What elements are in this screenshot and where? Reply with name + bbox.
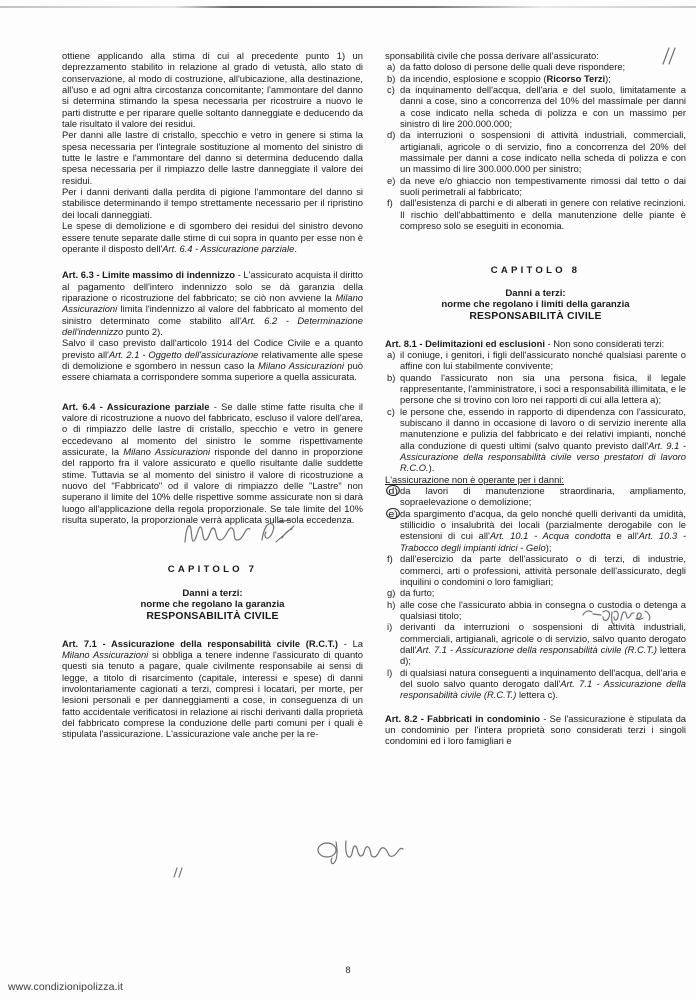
list-marker: c) (387, 405, 395, 417)
underlined-statement: L'assicurazione non è operante per i danni: (385, 473, 564, 485)
list-marker: f) (387, 197, 393, 209)
article-body: Non sono considerati terzi: (553, 337, 665, 349)
paragraph-text: Per i danni derivanti dalla perdita di pigione l'ammontare del danno si stabilisce determinando il tempo strettamente necessario per il ripristino dei locali danneggiati. (62, 186, 363, 220)
article-body: relativamente alle spese di demolizione e sgombero in nessun caso la (62, 348, 363, 371)
left-column (62, 50, 363, 950)
list-marker: g) (387, 587, 396, 599)
article-body: Se dalle stime fatte risulta che il valore di ricostruzione a nuovo del fabbricato, escluso il valore dell'area, o di rimpiazzo delle lastre di cristallo, specchio e vetro in genere eccedevano al momento del sinistro le somme rispettivamente assicurate, la (62, 400, 363, 457)
article-number-8-2: Art. 8.2 - Fabbricati in condominio (385, 712, 540, 724)
list-item (385, 73, 686, 84)
list-marker-circled-d: d) (385, 485, 400, 508)
company-name: Milano Assicurazioni (258, 359, 344, 371)
list-text: da interruzioni o sospensioni di attività industriali, commerciali, artigianali, agricole o di servizio, fino a concorrenza del 20% del massimale per danni a cose indicato nella scheda di polizza e con un massimo di lire 300.000.000 per sinistro; (400, 129, 686, 175)
cross-reference-art-101: Art. 10.1 - Acqua condotta (489, 530, 611, 542)
handwritten-tick-art71 (172, 866, 186, 880)
list-marker: f) (387, 553, 393, 565)
list-text: alle cose che l'assicurato abbia in consegna o custodia o detenga a qualsiasi titolo; (400, 598, 686, 621)
list-text-part: da incendio, esplosione e scoppio ( (400, 72, 547, 84)
list-item (385, 349, 686, 372)
heading-line-1: Danni a terzi: (505, 287, 566, 299)
article-6-3-second-para (62, 337, 363, 382)
list-marker: a) (387, 61, 396, 73)
right-column (385, 50, 686, 950)
term-ricorso-terzi: Ricorso Terzi (546, 72, 606, 84)
heading-line-2: norme che regolano la garanzia (140, 599, 285, 611)
article-number-6-4: Art. 6.4 - Assicurazione parziale (62, 400, 210, 412)
list-text-part: ); (545, 541, 552, 553)
list-item (385, 84, 686, 129)
cross-reference-art-103: Art. 10.3 - Trabocco degli impianti idrici - Gelo (400, 530, 687, 553)
article-body: risponde del danno in proporzione del rapporto fra il valore assicurato e quello risultante dalle suddette stime. Tuttavia se al momento del sinistro il valore di ricostruzione a nuovo del "Fabbricato" od il valore di rimpiazzo delle "Lastre" non superano il limite del 10% delle rispettive somme assicurate non si darà luogo all'applicazione della regola proporzionale. Se tale limite del 10% risulta superato, la proporzionale verrà applicata sulla sola eccedenza. (62, 446, 363, 526)
list-text (400, 73, 686, 84)
list-text: da neve e/o ghiaccio non tempestivamente rimossi dal tetto o dai suoli perimetrali al fabbricato; (400, 174, 686, 198)
list-rct-coverages (385, 61, 686, 231)
list-text-part: da spargimento d'acqua, da gelo nonché quelli derivanti da umidità, stillicidio o insalubrità dei locali (parzialmente derogabile con le estensioni di cui all' (400, 507, 686, 542)
paragraph-text: sponsabilità civile che possa derivare all'assicurato: (385, 50, 599, 61)
article-body: si obbliga a tenere indenne l'assicurato di quanto questi sia tenuto a pagare, quale civilmente responsabile ai sensi di legge, a titolo di risarcimento (capitale, interessi e spese) di danni involontariamente cagionati a terzi, compresi i locatari, per morte, per lesioni personali e per danneggiamenti a cose, in conseguenza di un fatto accidentale verificatosi in relazione ai rischi derivanti dalla proprietà del fabbricato comprese la conduzione delle parti comuni per i quali è stipulata l'assicurazione. L'assicurazione vale anche per la re- (62, 648, 363, 740)
list-item (385, 621, 686, 666)
article-body: La (352, 637, 363, 649)
paragraph-lastre (62, 129, 363, 186)
chapter-7-label: CAPITOLO 7 (167, 564, 258, 576)
list-text: da furto; (400, 587, 435, 599)
list-text-part: e all' (610, 530, 639, 542)
article-body: può essere chiamata a corrispondere somma superiore a quella assicurata. (62, 359, 363, 383)
heading-line-3: RESPONSABILITÀ CIVILE (469, 311, 602, 323)
cross-reference-art-71: Art. 7.1 - Assicurazione della responsabilità civile (R.C.T.) (400, 677, 686, 701)
heading-line-3: RESPONSABILITÀ CIVILE (146, 610, 279, 622)
cross-reference-art-91: Art. 9.1 - Assicurazione della responsabilità civile verso prestatori di lavoro R.C.O. (400, 439, 687, 474)
list-text: dall'esistenza di parchi e di alberati in genere con relative recinzioni. Il rischio dell'abbattimento e della manutenzione delle piante è compreso solo se eseguiti in economia. (400, 197, 686, 232)
list-text-part: lettera d); (400, 643, 686, 667)
list-item (385, 61, 686, 72)
list-marker: e) (387, 174, 396, 186)
footer-source-url: www.condizionipolizza.it (8, 981, 124, 993)
list-non-operante (385, 485, 686, 701)
paragraph-text-end: . (294, 242, 297, 254)
article-body: L'assicurato acquista il diritto al pagamento dell'intero indennizzo solo se dà garanzia della riparazione o ricostruzione del fabbricato; se ciò non avviene la (62, 269, 363, 303)
list-item (385, 667, 686, 701)
dash: - (338, 637, 353, 649)
list-marker: b) (387, 72, 396, 84)
list-item (385, 508, 686, 553)
article-body: limita l'indennizzo al valore del fabbricato al momento del sinistro determinato come stabilito all' (62, 303, 363, 326)
list-marker-circled-e: e) (385, 508, 400, 553)
article-body: Salvo il caso previsto dall'articolo 1914 del Codice Civile e a quanto previsto all' (62, 337, 363, 360)
heading-line-1: Danni a terzi: (182, 587, 243, 599)
list-text-part: le persone che, essendo in rapporto di dipendenza con l'assicurato, subiscano il danno in occasione di lavoro o di servizio inerente alla manutenzione e pulizia del fabbricato e dei relativi impianti, nonché alla conduzione di questi ultimi (salvo quanto previsto dall' (400, 405, 686, 451)
dash: - (235, 269, 244, 281)
list-marker: l) (387, 666, 393, 678)
list-text: dall'esercizio da parte dell'assicurato o di terzi, di industrie, commerci, arti o professioni, attività personale dell'assicurato, degli inquilini o condomini o loro famigliari; (400, 553, 686, 587)
cross-reference-art-62: Art. 6.2 - Determinazione dell'indennizzo (62, 314, 363, 337)
company-name: Milano Assicurazioni (62, 648, 149, 660)
list-text-part: lettera c). (516, 689, 559, 701)
paragraph-continuation-right (385, 50, 686, 61)
cross-reference-art-64: Art. 6.4 - Assicurazione parziale (162, 242, 295, 254)
list-item (385, 485, 686, 508)
chapter-8-heading (385, 288, 686, 323)
cross-reference-art-71: Art. 7.1 - Assicurazione della responsabilità civile (R.C.T.) (416, 643, 657, 655)
list-text: da fatto doloso di persone delle quali deve rispondere; (400, 61, 626, 73)
list-item (385, 129, 686, 174)
list-item (385, 587, 686, 598)
list-text: quando l'assicurato non sia una persona fisica, il legale rappresentante, l'amministratore, i soci a responsabilità illimitata, e le persone che si trovino con loro nei rapporti di cui alla lettera a); (400, 371, 686, 406)
paragraph-text: ottiene applicando alla stima di cui al precedente punto 1) un deprezzamento stabilito in relazione al grado di vetustà, allo stato di conservazione, al modo di costruzione, all'ubicazione, alla destinazione, all'uso e ad ogni altra circostanza concomitante; l'ammontare del danno si determina stimando la spesa necessaria per ricostruire a nuovo le parti distrutte e per riparare quelle soltanto danneggiate e deducendo da tale risultato il valore dei residui. (62, 50, 363, 130)
page-number: 8 (345, 965, 351, 976)
list-item (385, 406, 686, 474)
non-operante-intro (385, 474, 686, 485)
article-number-7-1: Art. 7.1 - Assicurazione della responsabilità civile (R.C.T.) (62, 637, 339, 649)
list-text-part: derivanti da interruzioni o sospensioni di attività industriali, commerciali, artigianali, agricole o di servizio, salvo quanto derogato dall' (400, 621, 686, 655)
list-item (385, 372, 686, 406)
paragraph-text: Per danni alle lastre di cristallo, specchio e vetro in genere si stima la spesa necessaria per l'integrale sostituzione al momento del sinistro di tutte le lastre e l'ammontare del danno si determina deducendo dalla spesa necessaria per il rimpiazzo delle lastre danneggiate il valore dei residui. (62, 129, 363, 186)
list-item (385, 175, 686, 198)
article-number-8-1: Art. 8.1 - Delimitazioni ed esclusioni (385, 337, 545, 349)
list-text-part: ); (605, 72, 611, 84)
article-body: punto 2). (123, 325, 163, 337)
paragraph-continuation (62, 50, 363, 129)
company-name: Milano Assicurazioni (62, 291, 363, 315)
list-item (385, 197, 686, 231)
list-text (400, 621, 686, 666)
article-6-3 (62, 269, 363, 337)
scan-edge-artifact (0, 6, 696, 8)
list-text: da inquinamento dell'acqua, dell'aria e del suolo, limitatamente a danni a cose, sino a concorrenza del 10% del massimale per danni a cose indicato nella scheda di polizza e con un massimo per sinistro di lire 200.000.000; (400, 84, 686, 130)
heading-line-2: norme che regolano i limiti della garanzia (441, 299, 630, 311)
company-name: Milano Assicurazioni (123, 446, 211, 457)
list-text (400, 508, 686, 553)
list-marker: i) (387, 621, 393, 633)
list-marker: d) (387, 129, 396, 141)
list-text (400, 406, 686, 474)
list-item (385, 553, 686, 587)
chapter-8-label: CAPITOLO 8 (490, 264, 581, 276)
dash: - (544, 337, 554, 349)
article-8-2 (385, 713, 686, 747)
list-marker: b) (387, 371, 396, 383)
dash: - (539, 712, 550, 724)
article-6-4 (62, 401, 363, 526)
list-text-part: ). (428, 462, 435, 474)
list-item (385, 599, 686, 622)
list-marker: c) (387, 84, 395, 96)
paragraph-text: Le spese di demolizione e di sgombero dei residui del sinistro devono essere tenute separate dalle stime di cui sopra in quanto per esse non è operante il disposto dell' (62, 220, 363, 254)
article-body: Se l'assicurazione è stipulata da un condominio per l'intera proprietà sono considerati terzi i singoli condomini ed i loro famigliari e (385, 712, 687, 747)
list-text (400, 667, 686, 701)
article-8-1 (385, 338, 686, 349)
paragraph-demolizione (62, 220, 363, 254)
list-text: il coniuge, i genitori, i figli dell'assicurato nonché qualsiasi parente o affine con lui stabilmente convivente; (400, 348, 686, 372)
list-excluded-persons (385, 349, 686, 474)
two-column-body (62, 50, 686, 950)
chapter-7-heading (62, 588, 363, 623)
article-7-1 (62, 638, 363, 740)
article-number-6-3: Art. 6.3 - Limite massimo di indennizzo (62, 269, 236, 281)
paragraph-pigione (62, 186, 363, 220)
list-text-part: di qualsiasi natura conseguenti a inquinamento dell'acqua, dell'aria e del suolo salvo quanto derogato dall' (400, 666, 686, 689)
list-marker: h) (387, 598, 396, 610)
list-text: da lavori di manutenzione straordinaria, ampliamento, sopraelevazione o demolizione; (400, 485, 686, 508)
dash: - (209, 400, 222, 412)
cross-reference-art-21: Art. 2.1 - Oggetto dell'assicurazione (108, 348, 259, 360)
list-marker: a) (387, 348, 396, 360)
